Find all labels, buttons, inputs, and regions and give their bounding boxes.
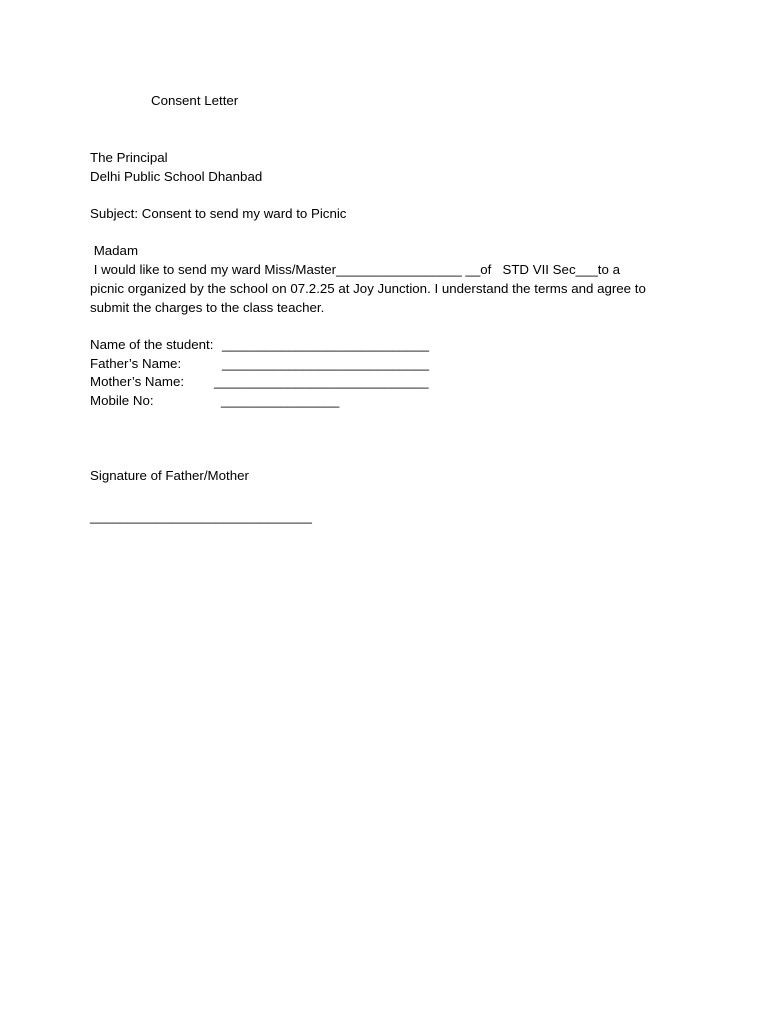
- letter-title: Consent Letter: [151, 93, 239, 108]
- mobile-number-label: Mobile No:: [90, 393, 154, 408]
- student-name-label: Name of the student:: [90, 337, 214, 352]
- student-name-field: [90, 336, 430, 354]
- father-name-label: Father’s Name:: [90, 356, 182, 371]
- mother-name-field: [90, 373, 429, 391]
- letter-body-line-2: picnic organized by the school on 07.2.25 at Joy Junction. I understand the terms and agree to: [90, 281, 646, 296]
- recipient-line-2: Delhi Public School Dhanbad: [90, 169, 263, 184]
- student-name-blank: ____________________________: [222, 337, 430, 352]
- letter-body-line-3: submit the charges to the class teacher.: [90, 300, 325, 315]
- signature-line: ______________________________: [90, 509, 312, 524]
- mobile-number-blank: ________________: [221, 393, 340, 408]
- letter-salutation: Madam: [90, 243, 139, 258]
- letter-body-line-1: I would like to send my ward Miss/Master_________________ __of STD VII Sec___to a: [90, 262, 620, 277]
- recipient-line-1: The Principal: [90, 150, 168, 165]
- father-name-blank: ____________________________: [222, 356, 430, 371]
- mobile-number-field: [90, 392, 340, 410]
- father-name-field: [90, 355, 430, 373]
- letter-subject: Subject: Consent to send my ward to Picnic: [90, 206, 347, 221]
- mother-name-blank: _____________________________: [214, 374, 429, 389]
- mother-name-label: Mother’s Name:: [90, 374, 185, 389]
- signature-label: Signature of Father/Mother: [90, 468, 249, 483]
